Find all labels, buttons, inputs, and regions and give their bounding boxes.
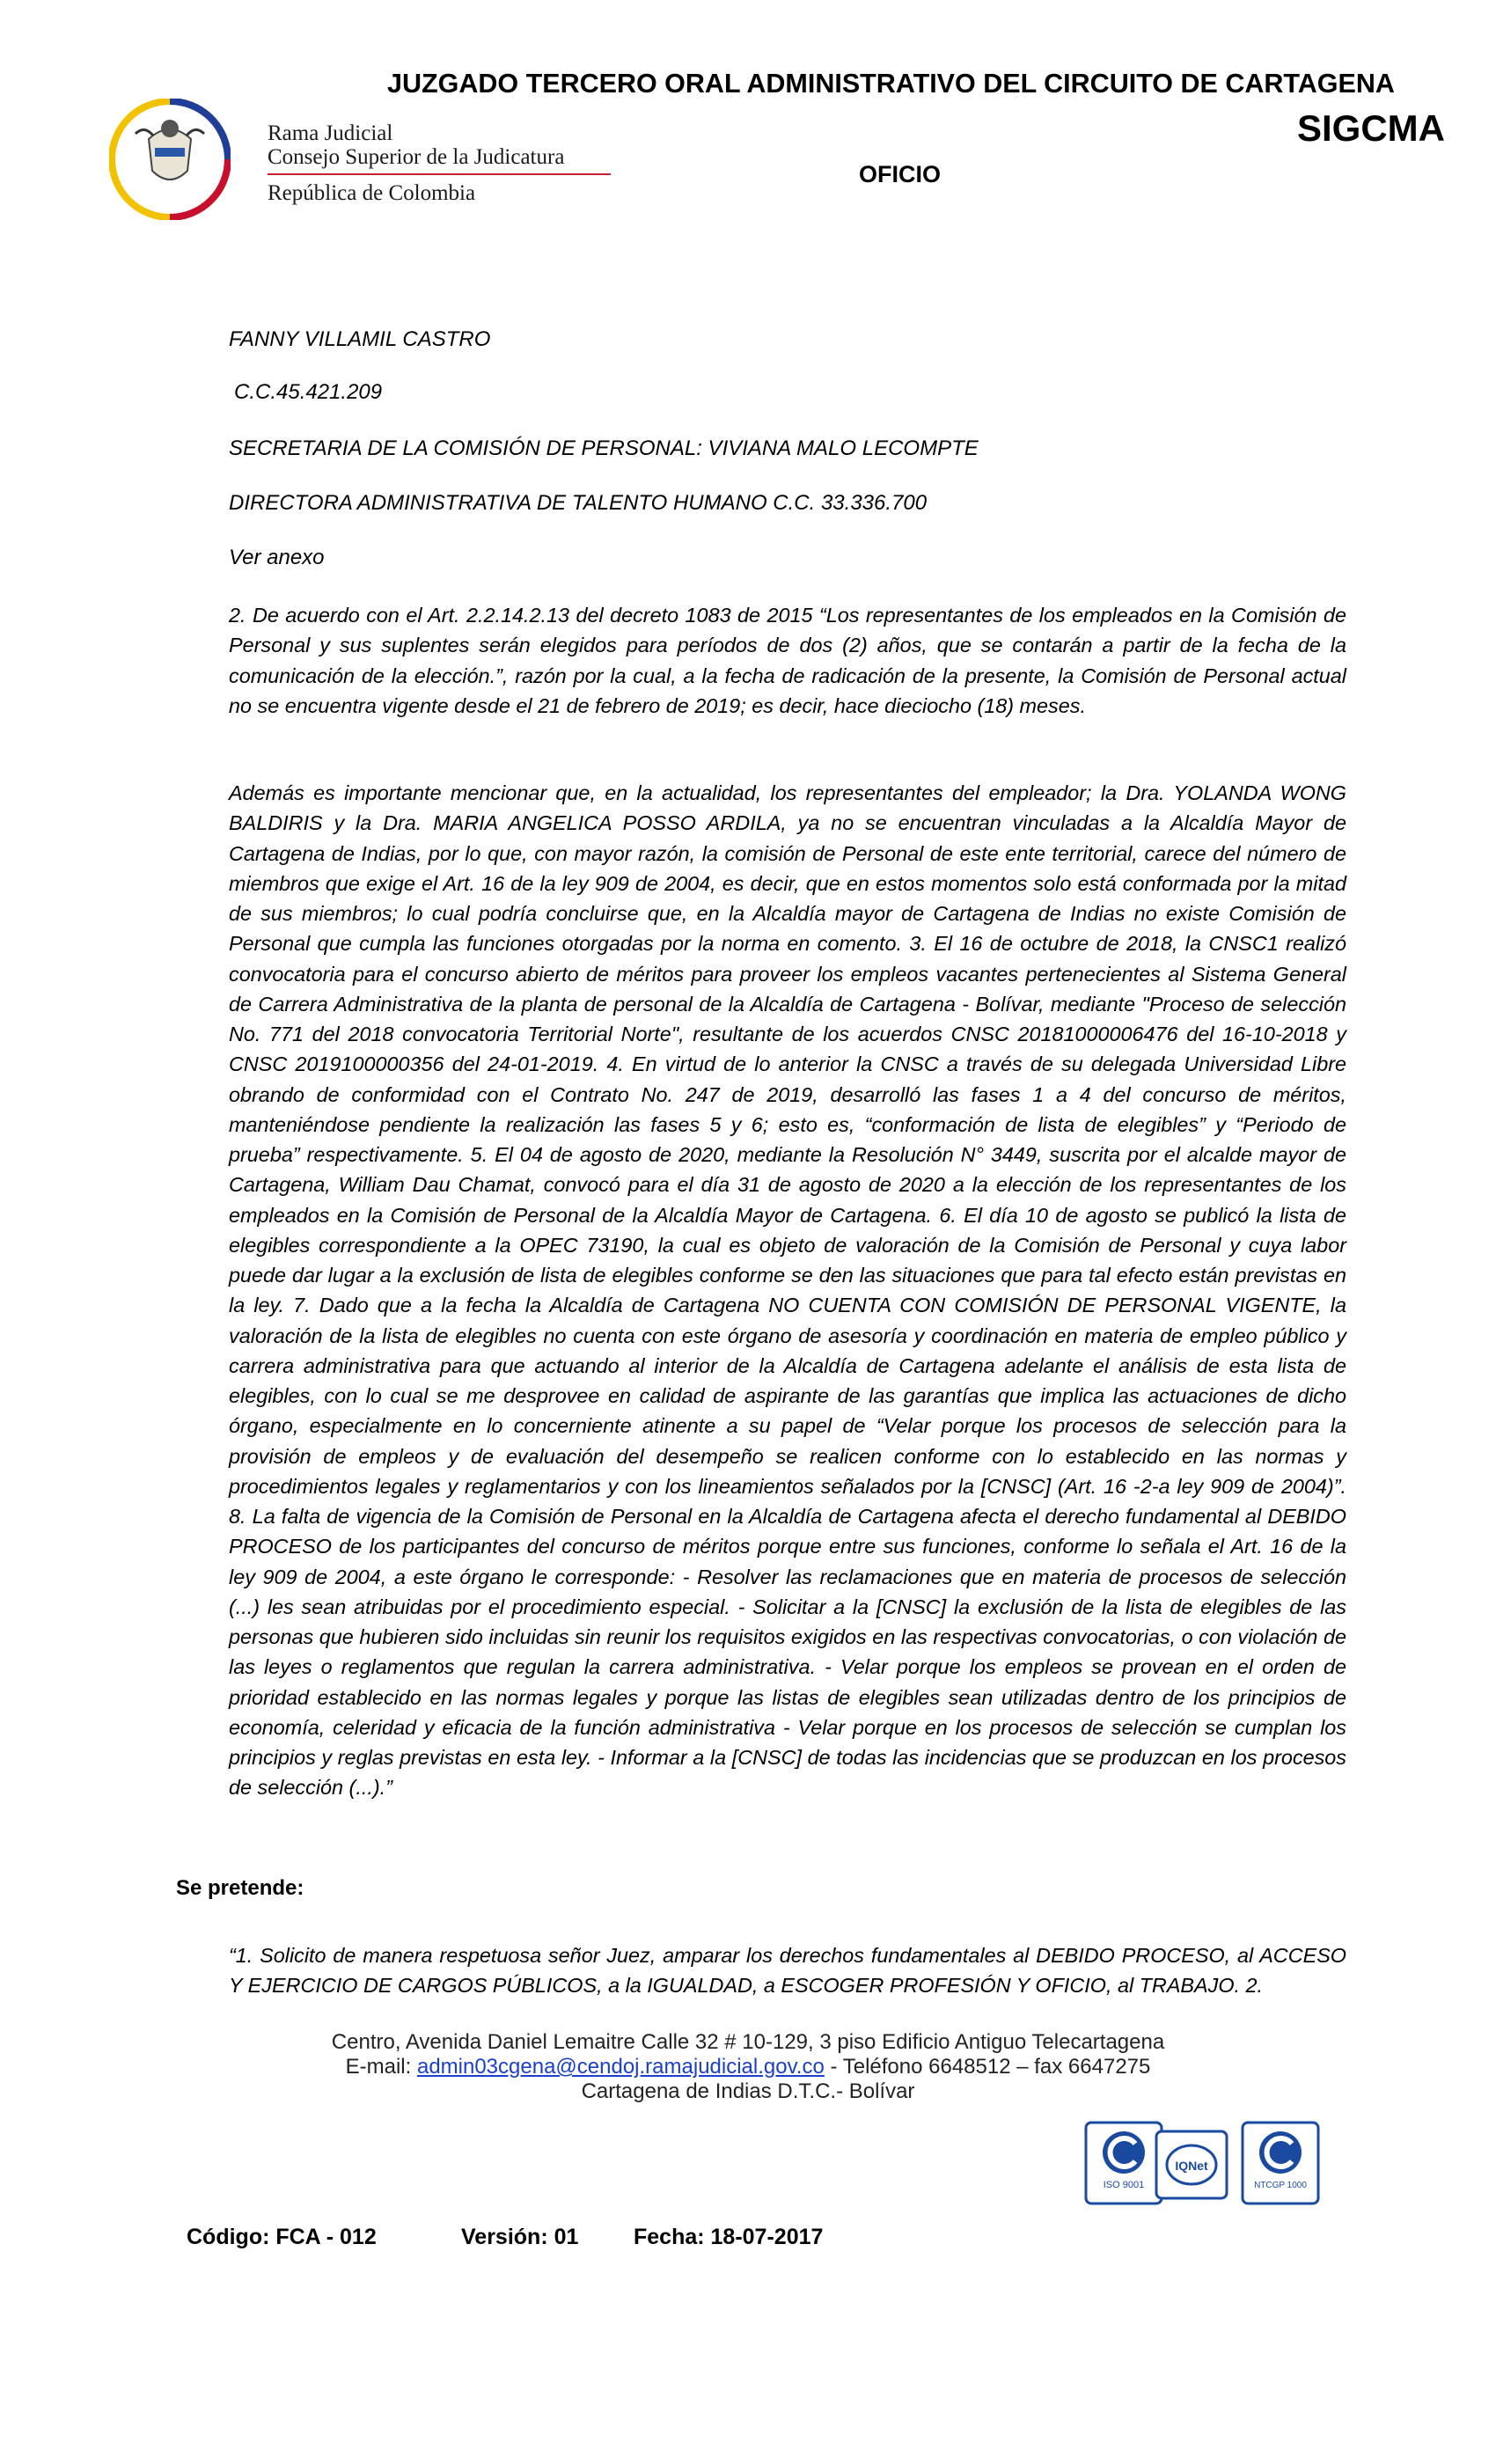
paragraph-3: “1. Solicito de manera respetuosa señor Juez, amparar los derechos fundamentales al DEBIDO PROCESO, al ACCESO Y EJERCICIO DE CARGOS PÚBLICOS, a la IGUALDAD, a ESCOGER PROFESIÓN Y OFICIO, al TRABAJO. 2. [229, 1944, 1346, 1998]
logo-line-republica: República de Colombia [268, 181, 476, 205]
ntcgp-1000-certification-icon [1241, 2121, 1320, 2205]
addressee-name: FANNY VILLAMIL CASTRO [229, 327, 491, 351]
secretary-line: SECRETARIA DE LA COMISIÓN DE PERSONAL: VIVIANA MALO LECOMPTE [229, 436, 979, 460]
court-name: JUZGADO TERCERO ORAL ADMINISTRATIVO DEL CIRCUITO DE CARTAGENA [387, 69, 1395, 99]
footer-address: Centro, Avenida Daniel Lemaitre Calle 32 # 10-129, 3 piso Edificio Antiguo Telecartagena [331, 2030, 1165, 2054]
colombia-coat-of-arms-icon [109, 99, 231, 220]
system-name: SIGCMA [1297, 107, 1445, 149]
paragraph-2: Además es importante mencionar que, en la actualidad, los representantes del empleador; la Dra. YOLANDA WONG BALDIRIS y la Dra. MARIA ANGELICA POSSO ARDILA, ya no se encuentran vinculadas a la Alcaldía Mayor de Cartagena de Indias, por lo que, con mayor razón, la comisión de Personal de este ente territorial, carece del número de miembros que exige el Art. 16 de la ley 909 de 2004, es decir, que en estos momentos solo está conformada por la mitad de sus miembros; lo cual podría concluirse que, en la Alcaldía mayor de Cartagena de Indias no existe Comisión de Personal que cumpla las funciones otorgadas por la norma en comento. 3. El 16 de octubre de 2018, la CNSC1 realizó convocatoria para el concurso abierto de méritos para proveer los empleos vacantes pertenecientes al Sistema General de Carrera Administrativa de la planta de personal de la Alcaldía de Cartagena - Bolívar, mediante "Proceso de selección No. 771 del 2018 convocatoria Territorial Norte", resultante de los acuerdos CNSC 20181000006476 del 16-10-2018 y CNSC 2019100000356 del 24-01-2019. 4. En virtud de lo anterior la CNSC a través de su delegada Universidad Libre obrando de conformidad con el Contrato No. 247 de 2019, desarrolló las fases 1 a 4 del concurso de méritos, manteniéndose pendiente la realización las fases 5 y 6; esto es, “conformación de lista de elegibles” y “Periodo de prueba” respectivamente. 5. El 04 de agosto de 2020, mediante la Resolución N° 3449, suscrita por el alcalde mayor de Cartagena, William Dau Chamat, convocó para el día 31 de agosto de 2020 a la elección de los representantes de los empleados en la Comisión de Personal de la Alcaldía Mayor de Cartagena. 6. El día 10 de agosto se publicó la lista de elegibles correspondiente a la OPEC 73190, la cual es objeto de valoración de la Comisión de Personal y cuya labor puede dar lugar a la exclusión de lista de elegibles conforme se den las situaciones que para tal efecto están previstas en la ley. 7. Dado que a la fecha la Alcaldía de Cartagena NO CUENTA CON COMISIÓN DE PERSONAL VIGENTE, la valoración de la lista de elegibles no cuenta con este órgano de asesoría y coordinación en materia de empleo público y carrera administrativa para que actuando al interior de la Alcaldía de Cartagena adelante el análisis de esta lista de elegibles, con lo cual se me desprovee en calidad de aspirante de las garantías que implica las actuaciones de dicho órgano, especialmente en lo concerniente atinente a su papel de “Velar porque los procesos de selección para la provisión de empleos y de evaluación del desempeño se realicen conforme con lo establecido en las normas y procedimientos legales y reglamentarios y con los lineamientos señalados por la [CNSC] (Art. 16 -2-a ley 909 de 2004)”. 8. La falta de vigencia de la Comisión de Personal en la Alcaldía de Cartagena afecta el derecho fundamental al DEBIDO PROCESO de los participantes del concurso de méritos porque entre sus funciones, conforme lo señala el Art. 16 de la ley 909 de 2004, a este órgano le corresponde: - Resolver las reclamaciones que en materia de procesos de selección (...) les sean atribuidas por el procedimiento especial. - Solicitar a la [CNSC] la exclusión de la lista de elegibles de las personas que hubieren sido incluidas sin reunir los requisitos exigidos en las respectivas convocatorias, o con violación de las leyes o reglamentos que regulan la carrera administrativa. - Velar porque los empleos se provean en el orden de prioridad establecido en las normas legales y porque las listas de elegibles sean utilizadas dentro de los principios de economía, celeridad y eficacia de la función administrativa - Velar porque en los procesos de selección se cumplan los principios y reglas previstas en esta ley. - Informar a la [CNSC] de todas las incidencias que se produzcan en los procesos de selección (...).” [229, 781, 1346, 1800]
logo-divider [268, 173, 611, 175]
document-code: Código: FCA - 012 [187, 2225, 377, 2249]
document-version: Versión: 01 [461, 2225, 579, 2249]
logo-text [268, 121, 564, 169]
paragraph-1: 2. De acuerdo con el Art. 2.2.14.2.13 del decreto 1083 de 2015 “Los representantes de los empleados en la Comisión de Personal y sus suplentes serán elegidos para períodos de dos (2) años, que se contarán a partir de la fecha de la comunicación de la elección.”, razón por la cual, a la fecha de radicación de la presente, la Comisión de Personal actual no se encuentra vigente desde el 21 de febrero de 2019; es decir, hace dieciocho (18) meses. [229, 604, 1346, 717]
iso-9001-certification-icon [1084, 2121, 1163, 2205]
logo-line-consejo: Consejo Superior de la Judicatura [268, 145, 565, 169]
document-date: Fecha: 18-07-2017 [634, 2225, 824, 2249]
cert-iso-label: ISO 9001 [1103, 2180, 1145, 2190]
document-type: OFICIO [859, 161, 941, 187]
cert-ntcgp-label: NTCGP 1000 [1254, 2181, 1307, 2190]
director-line: DIRECTORA ADMINISTRATIVA DE TALENTO HUMANO C.C. 33.336.700 [229, 491, 928, 515]
email-label: E-mail: [345, 2055, 412, 2079]
logo-line-rama: Rama Judicial [268, 121, 393, 145]
footer-contact [0, 2055, 1496, 2079]
section-heading: Se pretende: [176, 1876, 304, 1900]
email-link[interactable]: admin03cgena@cendoj.ramajudicial.gov.co [416, 2055, 825, 2079]
addressee-id: C.C.45.421.209 [234, 380, 383, 404]
annex-note: Ver anexo [229, 546, 325, 569]
footer-city: Cartagena de Indias D.T.C.- Bolívar [581, 2079, 915, 2103]
cert-iqnet-label: IQNet [1175, 2159, 1208, 2173]
phone-fax: - Teléfono 6648512 – fax 6647275 [830, 2055, 1151, 2079]
iqnet-certification-icon [1155, 2130, 1228, 2200]
rama-judicial-logo [109, 99, 611, 222]
